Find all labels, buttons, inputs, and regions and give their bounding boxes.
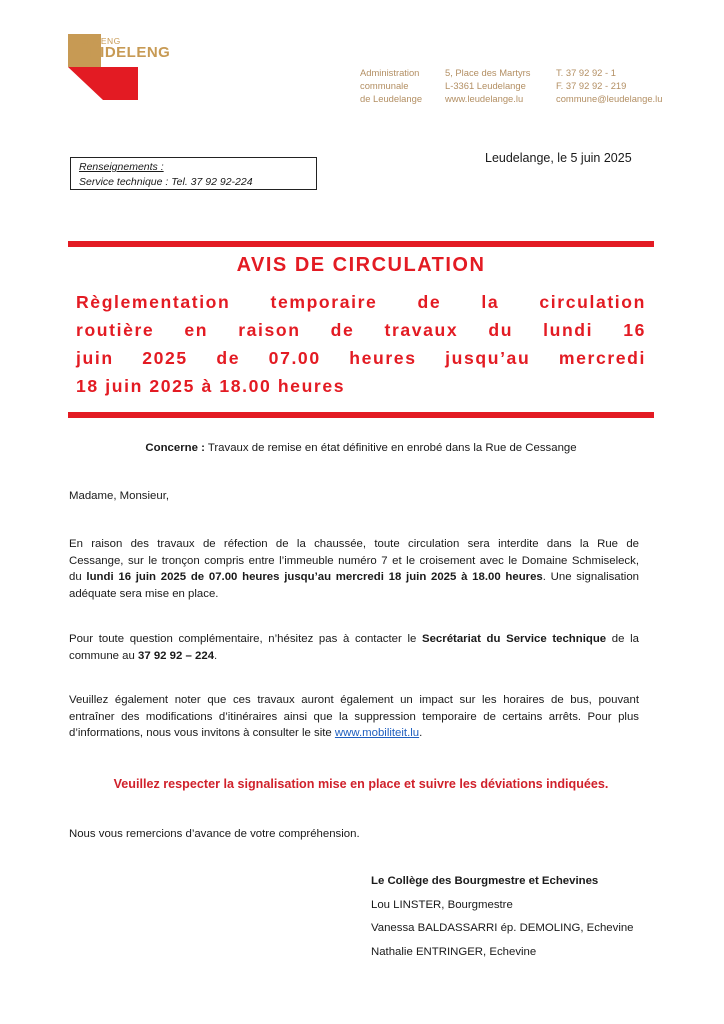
- paragraph-line: Cessange, sur le tronçon compris entre l’immeuble numéro 7 et le croisement avec le Domaine Schmiseleck,: [69, 554, 639, 567]
- subject-line: [68, 442, 654, 454]
- closure-dates: lundi 16 juin 2025 de 07.00 heures jusqu’au mercredi 18 juin 2025 à 18.00 heures: [86, 571, 543, 583]
- signature-heading: Le Collège des Bourgmestre et Echevines: [371, 875, 599, 887]
- text-fragment: . Une signalisation: [542, 571, 639, 583]
- signature-alderman: Vanessa BALDASSARRI ép. DEMOLING, Echevine: [371, 922, 634, 934]
- logo-text-leideleng: LEIDELENG: [80, 44, 171, 61]
- address-col-contact: [556, 66, 662, 105]
- red-divider-bottom: [68, 412, 654, 418]
- letter-date: Leudelange, le 5 juin 2025: [485, 151, 632, 165]
- notice-title: AVIS DE CIRCULATION: [236, 254, 486, 276]
- website-link[interactable]: www.leudelange.lu: [445, 93, 524, 104]
- text-fragment: de la: [606, 633, 639, 645]
- paragraph-line: entraîner des modifications d’itinéraires ainsi que la suppression temporaire de certains arrêts. Pour plus: [69, 710, 639, 723]
- text-fragment: d’informations, nous vous invitons à consulter le site: [69, 727, 335, 739]
- address-line: 5, Place des Martyrs: [445, 67, 531, 78]
- text-fragment: Pour toute question complémentaire, n’hésitez pas à contacter le: [69, 633, 422, 645]
- subtitle-line: juin 2025 de 07.00 heures jusqu’au mercredi: [76, 348, 646, 368]
- address-col-administration: [360, 66, 422, 105]
- paragraph-line: adéquate sera mise en place.: [69, 587, 219, 600]
- info-box-contact: Service technique : Tel. 37 92 92-224: [79, 176, 253, 188]
- address-line: communale: [360, 80, 409, 91]
- paragraph-line: [69, 648, 639, 665]
- info-box: [70, 157, 317, 190]
- signature-alderman: Nathalie ENTRINGER, Echevine: [371, 946, 537, 958]
- phone-number: T. 37 92 92 - 1: [556, 67, 616, 78]
- paragraph-line: [69, 631, 639, 648]
- subtitle-line: Règlementation temporaire de la circulation: [76, 292, 646, 312]
- info-box-heading: Renseignements :: [79, 161, 164, 173]
- notice-subtitle: [76, 288, 646, 400]
- contact-phone: 37 92 92 – 224: [138, 649, 215, 662]
- logo-text-gemeng: GEMENG: [80, 36, 121, 46]
- email-link[interactable]: commune@leudelange.lu: [556, 93, 663, 104]
- paragraph-line: [69, 569, 639, 586]
- paragraph-bus-info: [69, 692, 639, 742]
- closing-line: Nous vous remercions d’avance de votre compréhension.: [69, 828, 360, 840]
- subtitle-line: routière en raison de travaux du lundi 16: [76, 320, 646, 340]
- paragraph-line: En raison des travaux de réfection de la chaussée, toute circulation sera interdite dans la Rue de: [69, 538, 639, 550]
- address-line: Administration: [360, 67, 420, 78]
- signature-mayor: Lou LINSTER, Bourgmestre: [371, 899, 513, 911]
- paragraph-closure: [69, 536, 639, 602]
- fax-number: F. 37 92 92 - 219: [556, 80, 627, 91]
- paragraph-contact: [69, 631, 639, 664]
- warning-message: Veuillez respecter la signalisation mise en place et suivre les déviations indiquées.: [113, 777, 609, 791]
- paragraph-line: [69, 725, 639, 742]
- subject-text: Travaux de remise en état définitive en enrobé dans la Rue de Cessange: [204, 442, 577, 454]
- address-line: L-3361 Leudelange: [445, 80, 526, 91]
- text-fragment: du: [69, 571, 87, 583]
- subtitle-line: 18 juin 2025 à 18.00 heures: [76, 376, 346, 396]
- mobiliteit-link[interactable]: www.mobiliteit.lu: [334, 727, 420, 739]
- salutation: Madame, Monsieur,: [69, 490, 170, 502]
- subject-label: Concerne :: [145, 442, 205, 454]
- text-fragment: .: [214, 649, 218, 662]
- address-line: de Leudelange: [360, 93, 423, 104]
- address-col-location: [445, 66, 530, 105]
- contact-department: Secrétariat du Service technique: [422, 633, 607, 645]
- paragraph-line: Veuillez également noter que ces travaux auront également un impact sur les horaires de bus, pouvant: [69, 694, 639, 706]
- text-fragment: commune au: [69, 649, 139, 662]
- text-fragment: .: [419, 727, 423, 739]
- red-divider-top: [68, 241, 654, 247]
